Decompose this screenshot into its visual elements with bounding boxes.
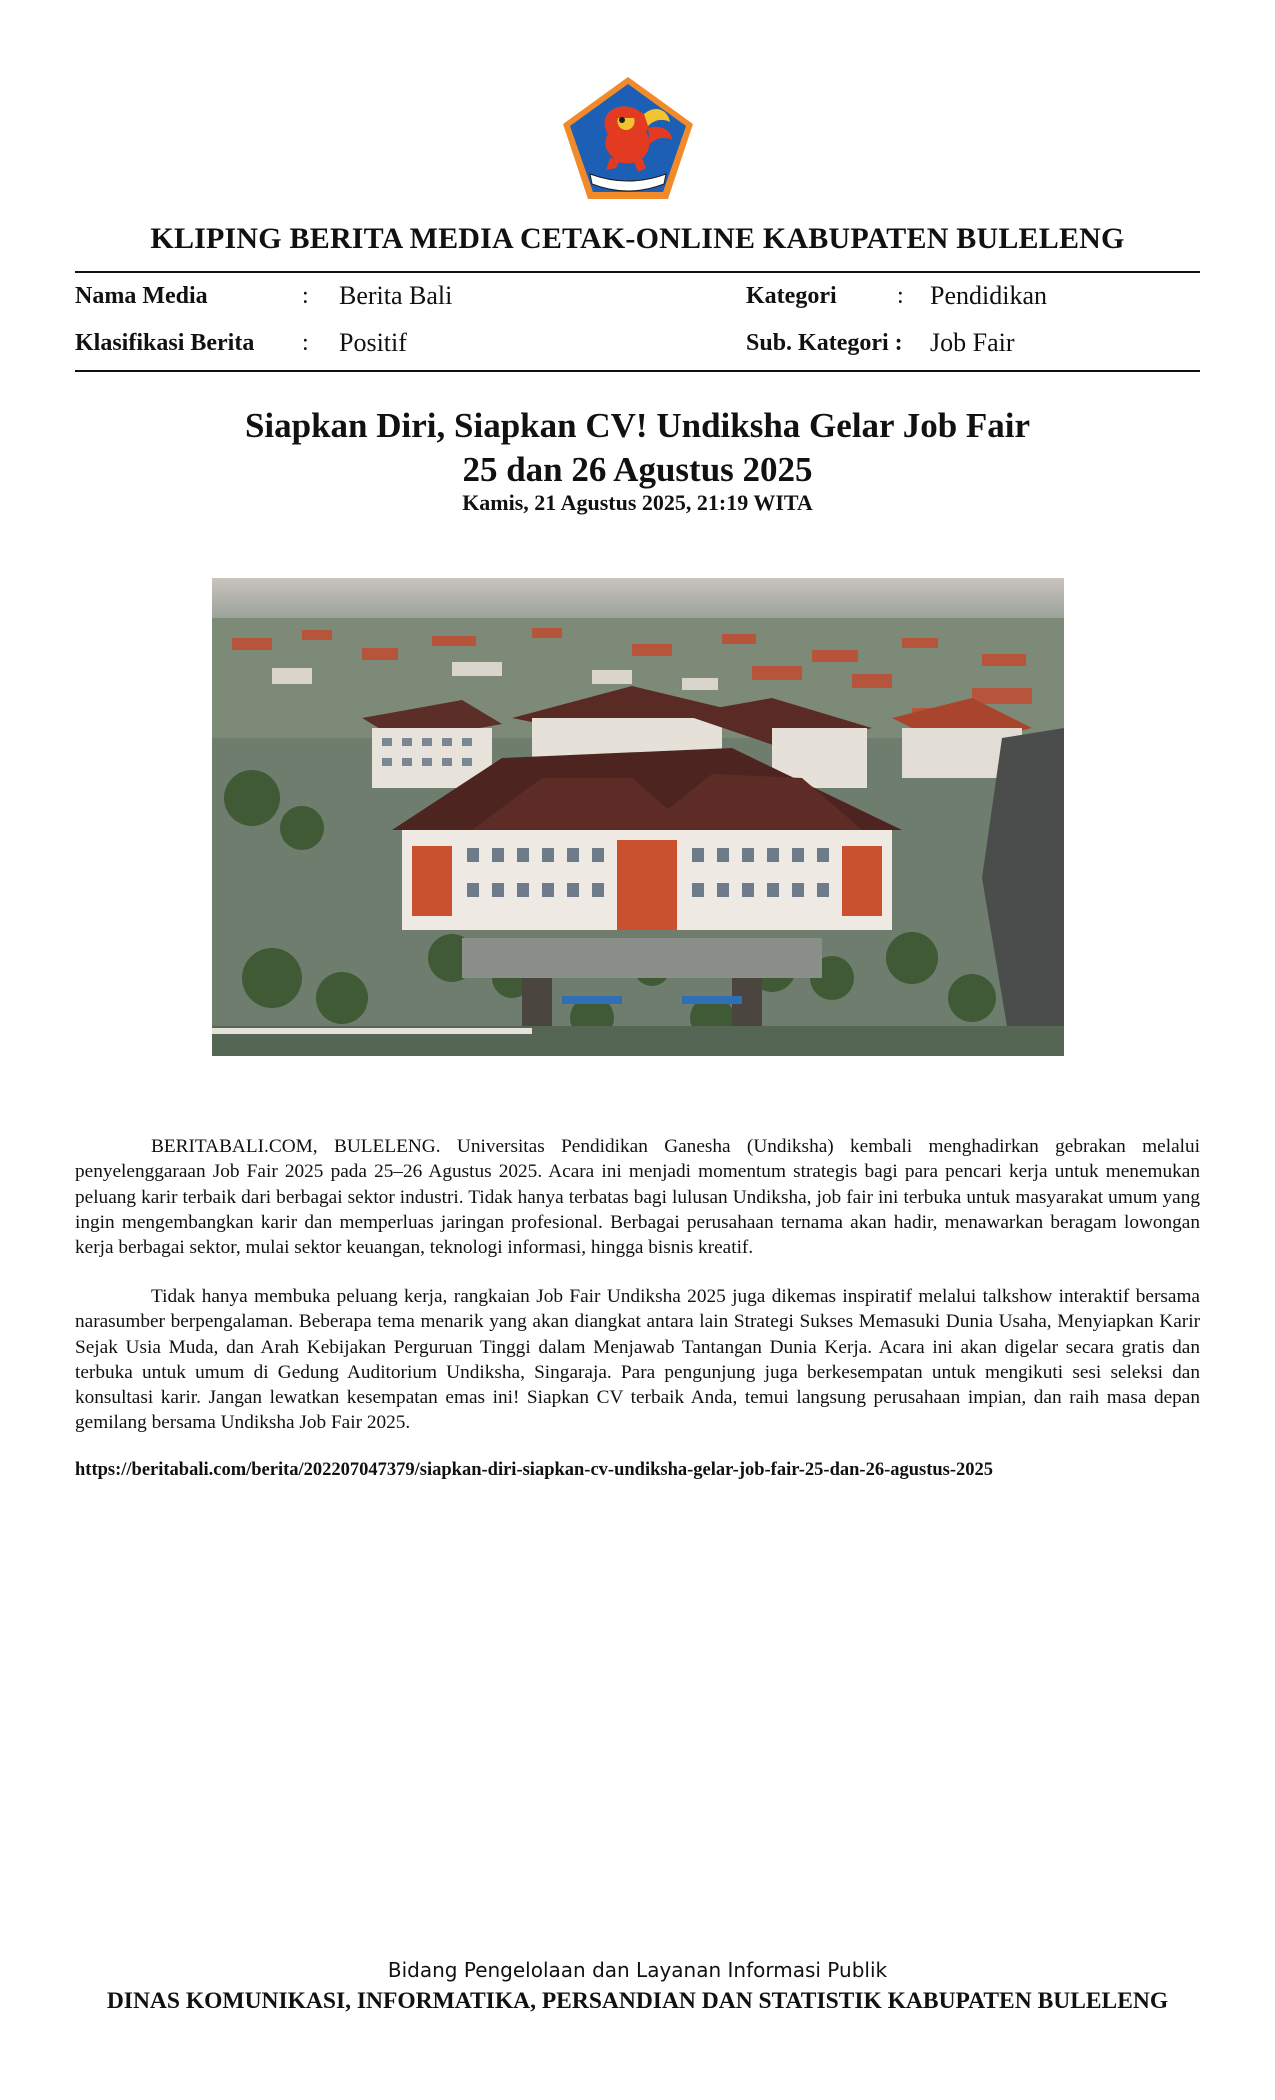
header-divider-top: [75, 271, 1200, 273]
kategori-label: Kategori: [746, 283, 837, 309]
article-dateline: Kamis, 21 Agustus 2025, 21:19 WITA: [462, 490, 813, 515]
article-headline-line2: 25 dan 26 Agustus 2025: [462, 450, 813, 489]
kategori-value: Pendidikan: [930, 281, 1047, 310]
footer-unit-name: Bidang Pengelolaan dan Layanan Informasi Publik: [387, 1958, 888, 1982]
sub-kategori-label: Sub. Kategori :: [746, 330, 903, 356]
article-paragraph-1: [75, 1134, 1200, 1260]
kategori-colon: :: [897, 283, 904, 309]
aerial-campus-photo: [212, 578, 1064, 1056]
nama-media-value: Berita Bali: [339, 281, 453, 310]
header-divider-bottom: [75, 370, 1200, 372]
klasifikasi-colon: :: [302, 330, 309, 356]
article-headline-line1: Siapkan Diri, Siapkan CV! Undiksha Gelar Job Fair: [244, 406, 1031, 445]
klasifikasi-label: Klasifikasi Berita: [75, 330, 255, 356]
article-paragraph-2-text: Tidak hanya membuka peluang kerja, rangkaian Job Fair Undiksha 2025 juga dikemas inspiratif melalui talkshow interaktif bersama narasumber berpengalaman. Beberapa tema menarik yang akan diangkat antara lain Strategi Sukses Memasuki Dunia Usaha, Menyiapkan Karir Sejak Usia Muda, dan Arah Kebijakan Perguruan Tinggi dalam Menjawab Tantangan Dunia Kerja. Acara ini akan digelar secara gratis dan terbuka untuk umum di Gedung Auditorium Undiksha, Singaraja. Para pengunjung juga berkesempatan untuk mengikuti sesi seleksi dan konsultasi karir. Jangan lewatkan kesempatan emas ini! Siapkan CV terbaik Anda, temui langsung perusahaan impian, dan raih masa depan gemilang bersama Undiksha Job Fair 2025.: [75, 1286, 1200, 1434]
nama-media-colon: :: [302, 283, 309, 309]
source-url-link[interactable]: https://beritabali.com/berita/202207047379/siapkan-diri-siapkan-cv-undiksha-gelar-job-fair-25-dan-26-agustus-2025: [75, 1460, 994, 1480]
footer-agency-name: DINAS KOMUNIKASI, INFORMATIKA, PERSANDIAN DAN STATISTIK KABUPATEN BULELENG: [106, 1988, 1169, 2014]
article-paragraph-2: [75, 1284, 1200, 1436]
singa-ambara-raja-crest-icon: [560, 74, 696, 202]
article-paragraph-1-text: BERITABALI.COM, BULELENG. Universitas Pendidikan Ganesha (Undiksha) kembali menghadirkan gebrakan melalui penyelenggaraan Job Fair 2025 pada 25–26 Agustus 2025. Acara ini menjadi momentum strategis bagi para pencari kerja untuk menemukan peluang karir terbaik dari berbagai sektor industri. Tidak hanya terbatas bagi lulusan Undiksha, job fair ini terbuka untuk masyarakat umum yang ingin mengembangkan karir dan memperluas jaringan profesional. Berbagai perusahaan ternama akan hadir, menawarkan beragam lowongan kerja berbagai sektor, mulai sektor keuangan, teknologi informasi, hingga bisnis kreatif.: [75, 1136, 1200, 1259]
nama-media-label: Nama Media: [75, 283, 208, 309]
clipping-title: KLIPING BERITA MEDIA CETAK-ONLINE KABUPATEN BULELENG: [150, 222, 1125, 255]
klasifikasi-value: Positif: [339, 328, 407, 357]
sub-kategori-value: Job Fair: [930, 328, 1015, 357]
